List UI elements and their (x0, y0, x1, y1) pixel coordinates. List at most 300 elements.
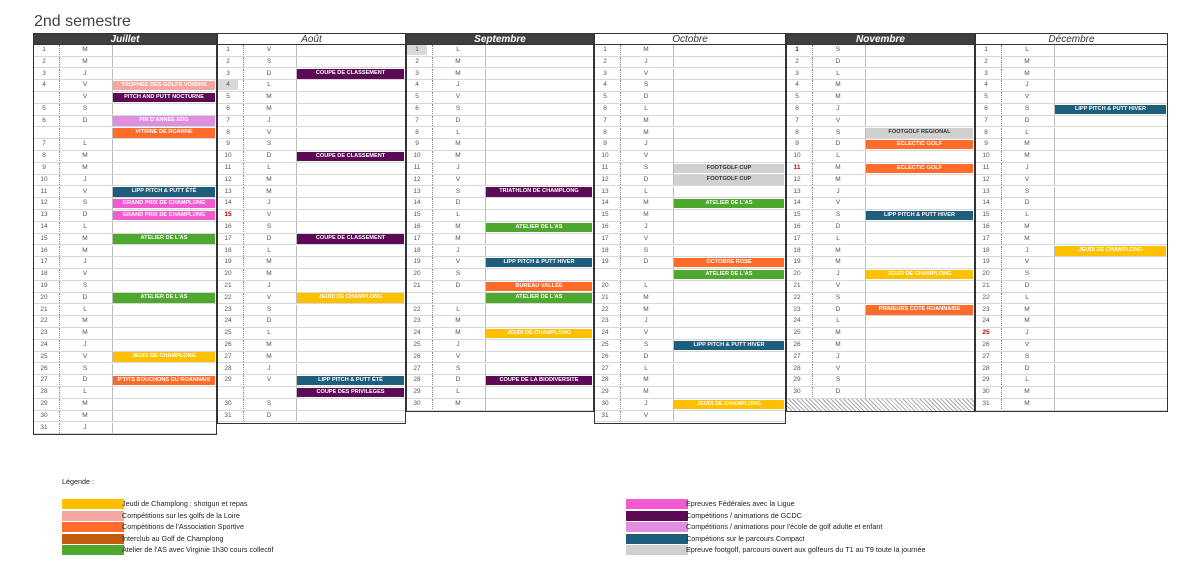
column-separator (1054, 80, 1055, 91)
day-row[interactable] (595, 57, 785, 69)
event-label[interactable]: JEUDI DE CHAMPLONG (1055, 246, 1166, 256)
day-row[interactable] (595, 305, 785, 317)
day-number: 28 (601, 376, 609, 384)
day-row[interactable] (218, 246, 405, 258)
column-separator (865, 316, 866, 327)
day-row[interactable] (34, 293, 216, 305)
day-row[interactable] (407, 116, 593, 128)
day-number: 3 (603, 69, 607, 77)
day-row[interactable] (976, 128, 1167, 140)
day-row[interactable] (976, 69, 1167, 81)
day-row[interactable] (34, 340, 216, 352)
day-of-week: L (1001, 45, 1052, 55)
day-row[interactable] (595, 281, 785, 293)
day-row[interactable] (218, 198, 405, 210)
column-separator (296, 104, 297, 115)
day-row[interactable] (787, 198, 974, 210)
day-row[interactable] (34, 316, 216, 328)
day-row[interactable] (976, 293, 1167, 305)
event-label[interactable]: ATELIER DE L'AS (113, 293, 215, 303)
day-row[interactable] (34, 104, 216, 116)
day-row[interactable] (976, 234, 1167, 246)
month-header: Novembre (786, 33, 975, 45)
month-column (33, 33, 217, 460)
day-number: 15 (40, 234, 48, 242)
day-row[interactable] (34, 234, 216, 246)
day-row[interactable] (407, 210, 593, 222)
day-row[interactable] (787, 316, 974, 328)
day-number: 20 (224, 270, 232, 278)
event-label[interactable]: FIN D'ANNEE EDG (113, 116, 215, 126)
event-label[interactable]: BUREAU VALLÉE (486, 282, 592, 292)
event-label[interactable]: LIPP PITCH & PUTT ÉTÉ (113, 187, 215, 197)
day-row[interactable] (595, 187, 785, 199)
day-row[interactable] (595, 387, 785, 399)
day-number: 10 (793, 152, 801, 160)
day-row[interactable] (407, 375, 593, 387)
day-row[interactable] (407, 305, 593, 317)
day-row[interactable] (976, 116, 1167, 128)
day-row[interactable] (407, 281, 593, 293)
day-row[interactable] (787, 387, 974, 399)
day-row[interactable] (787, 293, 974, 305)
day-row[interactable] (595, 411, 785, 423)
day-row[interactable] (218, 269, 405, 281)
day-row[interactable] (787, 246, 974, 258)
day-number: 12 (40, 199, 48, 207)
event-label[interactable]: GRAND PRIX DE CHAMPLONG (113, 211, 215, 221)
day-row[interactable] (976, 387, 1167, 399)
day-row[interactable] (34, 80, 216, 92)
day-row[interactable] (34, 411, 216, 423)
day-of-week: V (59, 80, 110, 90)
event-label[interactable]: FOOTGOLF CUP (674, 164, 784, 174)
day-row[interactable] (407, 269, 593, 281)
day-row[interactable] (218, 399, 405, 411)
day-row[interactable] (34, 246, 216, 258)
legend-swatch (626, 511, 688, 521)
day-row[interactable] (218, 234, 405, 246)
day-row[interactable] (34, 423, 216, 435)
event-label[interactable]: GRAND PRIX DE CHAMPLONG (113, 199, 215, 209)
day-row[interactable] (407, 187, 593, 199)
day-number: 6 (984, 105, 988, 112)
legend-swatch (62, 511, 124, 521)
day-of-week: M (243, 340, 294, 350)
day-row[interactable] (34, 45, 216, 57)
day-row[interactable] (787, 92, 974, 104)
day-row[interactable] (218, 210, 405, 222)
day-number: 21 (982, 282, 990, 289)
event-label[interactable]: COUPE DE CLASSEMENT (297, 69, 404, 79)
day-number: 8 (415, 128, 419, 136)
day-row[interactable] (34, 163, 216, 175)
day-row[interactable] (595, 328, 785, 340)
day-row[interactable] (976, 246, 1167, 258)
day-row[interactable] (218, 187, 405, 199)
day-row[interactable] (218, 387, 405, 399)
day-row[interactable] (407, 57, 593, 69)
day-row[interactable] (407, 399, 593, 411)
event-label[interactable]: P'TITS BOUCHONS DU ROANNAIS (113, 376, 215, 386)
day-row[interactable] (595, 375, 785, 387)
day-row[interactable] (787, 104, 974, 116)
day-row[interactable] (407, 340, 593, 352)
day-of-week: L (432, 128, 483, 138)
day-row[interactable] (976, 175, 1167, 187)
day-row[interactable] (407, 128, 593, 140)
day-row[interactable] (34, 187, 216, 199)
day-row[interactable] (976, 399, 1167, 411)
column-separator (112, 222, 113, 233)
event-label[interactable]: COUPE DE LA BIODIVERSITE (486, 376, 592, 386)
event-label[interactable]: COUPE DES PRIVILEGES (297, 388, 404, 398)
day-row[interactable] (407, 364, 593, 376)
day-row[interactable] (218, 104, 405, 116)
day-row[interactable] (595, 210, 785, 222)
day-row[interactable] (218, 305, 405, 317)
legend (62, 477, 1162, 567)
day-number: 4 (218, 80, 238, 90)
day-row[interactable] (34, 139, 216, 151)
day-row[interactable] (407, 222, 593, 234)
day-row[interactable] (787, 57, 974, 69)
day-row[interactable] (407, 234, 593, 246)
day-of-week: D (1001, 364, 1052, 374)
day-row[interactable] (407, 328, 593, 340)
day-number: 19 (982, 258, 990, 266)
day-row[interactable] (595, 128, 785, 140)
event-label[interactable]: ATELIER DE L'AS (674, 199, 784, 209)
day-row[interactable] (34, 92, 216, 104)
day-number: 24 (982, 317, 990, 325)
day-row[interactable] (218, 281, 405, 293)
day-row[interactable] (407, 198, 593, 210)
day-row[interactable] (595, 293, 785, 305)
event-label[interactable]: LIPP PITCH & PUTT HIVER (486, 258, 592, 268)
day-row[interactable] (595, 399, 785, 411)
day-row[interactable] (976, 151, 1167, 163)
day-row[interactable] (34, 375, 216, 387)
event-label[interactable]: FOOTGOLF REGIONAL (866, 128, 973, 138)
day-number: 24 (40, 341, 48, 348)
day-row[interactable] (976, 45, 1167, 57)
column-separator (1054, 257, 1055, 268)
day-row[interactable] (34, 57, 216, 69)
column-separator (673, 128, 674, 139)
day-row[interactable] (595, 104, 785, 116)
day-of-week: D (620, 257, 671, 267)
day-row[interactable] (218, 80, 405, 92)
day-row[interactable] (595, 316, 785, 328)
day-row[interactable] (34, 281, 216, 293)
day-row[interactable] (976, 316, 1167, 328)
day-number: 18 (793, 246, 801, 254)
day-row[interactable] (976, 210, 1167, 222)
day-row[interactable] (407, 69, 593, 81)
day-row[interactable] (976, 104, 1167, 116)
day-row[interactable] (34, 128, 216, 140)
day-row[interactable] (787, 187, 974, 199)
day-number: 9 (984, 140, 988, 148)
column-separator (296, 328, 297, 339)
day-row[interactable] (407, 45, 593, 57)
day-of-week: L (243, 80, 294, 90)
day-row[interactable] (218, 375, 405, 387)
day-row[interactable] (34, 269, 216, 281)
column-separator (1054, 45, 1055, 56)
event-label[interactable]: PITCH AND PUTT NOCTURNE (113, 93, 215, 103)
day-row[interactable] (595, 352, 785, 364)
column-separator (296, 399, 297, 410)
day-row[interactable] (218, 57, 405, 69)
column-separator (673, 387, 674, 398)
event-label[interactable]: ATELIER DE L'AS (113, 234, 215, 244)
day-row[interactable] (787, 234, 974, 246)
day-number: 16 (982, 223, 990, 230)
day-row[interactable] (595, 116, 785, 128)
day-row[interactable] (218, 293, 405, 305)
day-row[interactable] (787, 151, 974, 163)
day-row[interactable] (407, 92, 593, 104)
day-row[interactable] (976, 139, 1167, 151)
day-number: 6 (415, 105, 419, 112)
event-label[interactable]: ECLECTIC GOLF (866, 164, 973, 174)
day-of-week: J (243, 116, 294, 126)
day-row[interactable] (976, 340, 1167, 352)
event-label[interactable]: JEUDI DE CHAMPLONG (486, 329, 592, 339)
legend-swatch (626, 545, 688, 555)
day-row[interactable] (595, 364, 785, 376)
day-number: 21 (601, 293, 609, 301)
event-label[interactable]: COUPE DE CLASSEMENT (297, 152, 404, 162)
event-label[interactable]: TRIATHLON DE CHAMPLONG (486, 187, 592, 197)
day-row[interactable] (787, 352, 974, 364)
day-row[interactable] (787, 128, 974, 140)
day-row[interactable] (787, 45, 974, 57)
day-row[interactable] (976, 222, 1167, 234)
column-separator (485, 210, 486, 221)
day-of-week: M (812, 92, 863, 102)
event-label[interactable]: PRIMEURS COTE ROANNAISE (866, 305, 973, 315)
day-row[interactable] (976, 92, 1167, 104)
event-label[interactable]: LIPP PITCH & PUTT HIVER (1055, 105, 1166, 115)
event-label[interactable]: LIPP PITCH & PUTT HIVER (866, 211, 973, 221)
day-row[interactable] (976, 352, 1167, 364)
day-row[interactable] (787, 222, 974, 234)
day-row[interactable] (787, 281, 974, 293)
day-row[interactable] (34, 257, 216, 269)
day-row[interactable] (595, 151, 785, 163)
day-row[interactable] (218, 139, 405, 151)
day-row[interactable] (787, 163, 974, 175)
day-row[interactable] (218, 175, 405, 187)
day-number: 4 (415, 81, 419, 89)
day-row[interactable] (787, 175, 974, 187)
day-row[interactable] (407, 151, 593, 163)
day-row[interactable] (407, 316, 593, 328)
day-row[interactable] (34, 305, 216, 317)
day-row[interactable] (595, 257, 785, 269)
event-label[interactable]: JEUDI DE CHAMPLONG (297, 293, 404, 303)
day-row[interactable] (595, 92, 785, 104)
day-row[interactable] (34, 399, 216, 411)
day-row[interactable] (218, 151, 405, 163)
day-row[interactable] (218, 352, 405, 364)
day-row[interactable] (976, 80, 1167, 92)
day-row[interactable] (34, 116, 216, 128)
day-row[interactable] (407, 163, 593, 175)
day-of-week: M (432, 399, 483, 409)
legend-swatch (62, 545, 124, 555)
day-row[interactable] (595, 139, 785, 151)
event-label[interactable]: TROPHEE DES GOLFS VOISINS (113, 81, 215, 91)
day-of-week: M (432, 69, 483, 79)
day-of-week: M (620, 128, 671, 138)
event-label[interactable]: FOOTGOLF CUP (674, 175, 784, 185)
column-separator (865, 151, 866, 162)
day-row[interactable] (218, 257, 405, 269)
column-separator (1054, 128, 1055, 139)
event-label[interactable]: LIPP PITCH & PUTT ÉTÉ (297, 376, 404, 386)
day-row[interactable] (218, 163, 405, 175)
day-row[interactable] (218, 92, 405, 104)
day-row[interactable] (976, 281, 1167, 293)
event-label[interactable]: ECLECTIC GOLF (866, 140, 973, 150)
day-row[interactable] (787, 116, 974, 128)
day-row[interactable] (34, 210, 216, 222)
day-row[interactable] (787, 328, 974, 340)
event-label[interactable]: VITRINE DE ROANNE (113, 128, 215, 138)
day-row[interactable] (976, 198, 1167, 210)
column-separator (673, 151, 674, 162)
event-label[interactable]: JEUDI DE CHAMPLONG (866, 270, 973, 280)
day-number: 10 (40, 175, 48, 183)
event-label[interactable]: JEUDI DE CHAMPLONG (674, 400, 784, 410)
day-row[interactable] (787, 305, 974, 317)
day-row[interactable] (218, 411, 405, 423)
day-of-week: M (1001, 316, 1052, 326)
day-row[interactable] (218, 340, 405, 352)
day-row[interactable] (595, 246, 785, 258)
column-separator (296, 210, 297, 221)
day-number: 27 (793, 352, 801, 360)
day-row[interactable] (787, 340, 974, 352)
column-separator (296, 45, 297, 56)
day-row[interactable] (34, 198, 216, 210)
day-of-week: J (812, 352, 863, 362)
day-row[interactable] (787, 210, 974, 222)
day-of-week: J (243, 364, 294, 374)
day-row[interactable] (218, 116, 405, 128)
day-row[interactable] (787, 80, 974, 92)
day-row[interactable] (595, 234, 785, 246)
day-row[interactable] (595, 198, 785, 210)
day-row[interactable] (595, 222, 785, 234)
day-row[interactable] (787, 364, 974, 376)
day-row[interactable] (34, 175, 216, 187)
event-label[interactable]: OCTOBRE ROSE (674, 258, 784, 268)
column-separator (1054, 163, 1055, 174)
event-label[interactable]: ATELIER DE L'AS (486, 293, 592, 303)
day-row[interactable] (34, 222, 216, 234)
day-number: 24 (601, 329, 609, 337)
day-of-week: J (243, 198, 294, 208)
day-row[interactable] (976, 328, 1167, 340)
day-row[interactable] (34, 151, 216, 163)
day-row[interactable] (595, 69, 785, 81)
event-label[interactable]: LIPP PITCH & PUTT HIVER (674, 341, 784, 351)
day-row[interactable] (407, 104, 593, 116)
day-row[interactable] (595, 80, 785, 92)
day-number: 18 (224, 246, 232, 254)
day-row[interactable] (976, 375, 1167, 387)
day-row[interactable] (407, 352, 593, 364)
column-separator (673, 352, 674, 363)
day-row[interactable] (595, 175, 785, 187)
day-of-week: M (1001, 387, 1052, 397)
day-row[interactable] (787, 375, 974, 387)
day-row[interactable] (976, 187, 1167, 199)
day-number: 3 (984, 69, 988, 77)
day-row[interactable] (407, 246, 593, 258)
day-row[interactable] (787, 69, 974, 81)
day-row[interactable] (976, 305, 1167, 317)
day-row[interactable] (218, 316, 405, 328)
day-row[interactable] (407, 257, 593, 269)
day-row[interactable] (787, 139, 974, 151)
column-separator (673, 139, 674, 150)
day-row[interactable] (595, 163, 785, 175)
day-row[interactable] (218, 328, 405, 340)
day-row[interactable] (407, 80, 593, 92)
column-separator (865, 375, 866, 386)
day-row[interactable] (218, 45, 405, 57)
event-label[interactable]: ATELIER DE L'AS (486, 223, 592, 233)
day-row[interactable] (976, 364, 1167, 376)
day-of-week: V (243, 375, 294, 385)
day-number: 18 (601, 246, 609, 254)
day-row[interactable] (976, 163, 1167, 175)
day-row[interactable] (976, 269, 1167, 281)
day-row[interactable] (34, 364, 216, 376)
day-row[interactable] (218, 128, 405, 140)
day-row[interactable] (787, 257, 974, 269)
day-of-week: M (59, 411, 110, 421)
event-label[interactable]: COUPE DE CLASSEMENT (297, 234, 404, 244)
day-row[interactable] (595, 269, 785, 281)
event-label[interactable]: ATELIER DE L'AS (674, 270, 784, 280)
day-row[interactable] (407, 387, 593, 399)
day-row[interactable] (407, 175, 593, 187)
day-row[interactable] (34, 69, 216, 81)
day-row[interactable] (218, 69, 405, 81)
day-row[interactable] (976, 57, 1167, 69)
day-row[interactable] (595, 45, 785, 57)
day-row[interactable] (34, 352, 216, 364)
day-row[interactable] (407, 293, 593, 305)
day-row[interactable] (34, 387, 216, 399)
day-row[interactable] (787, 269, 974, 281)
event-label[interactable]: JEUDI DE CHAMPLONG (113, 352, 215, 362)
day-row[interactable] (34, 328, 216, 340)
day-row[interactable] (595, 340, 785, 352)
day-row[interactable] (218, 222, 405, 234)
day-row[interactable] (976, 257, 1167, 269)
day-row[interactable] (407, 139, 593, 151)
day-row[interactable] (218, 364, 405, 376)
day-number: 29 (413, 388, 421, 396)
